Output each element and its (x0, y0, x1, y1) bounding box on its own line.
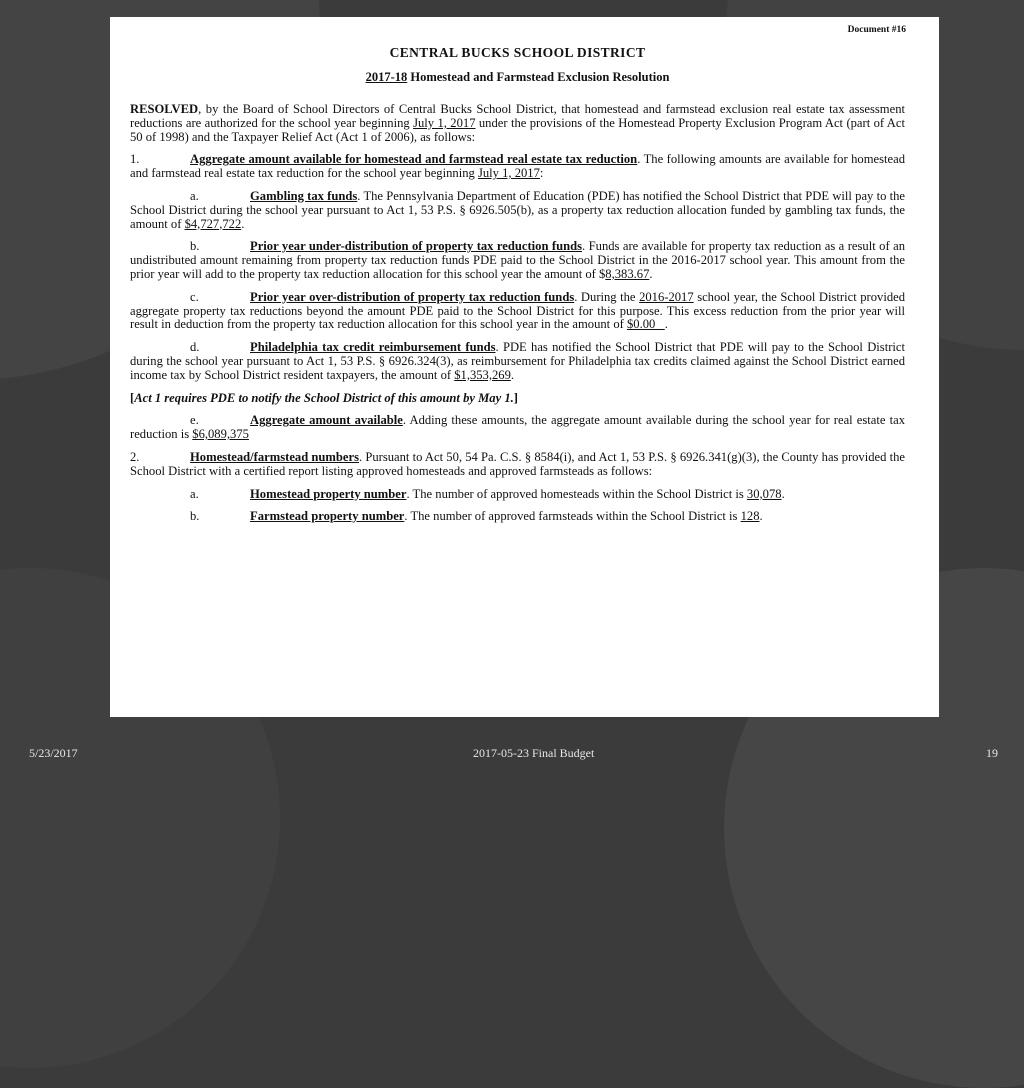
item-text-end: . (241, 216, 245, 231)
section-1e (130, 414, 905, 442)
over-distribution-amount: $0.00 (626, 317, 665, 332)
note-bracket-close: ] (513, 390, 518, 405)
section-date: July 1, 2017 (477, 166, 540, 181)
section-1 (130, 153, 905, 181)
item-text-end: . (649, 266, 653, 281)
section-1a (130, 190, 905, 231)
subtitle-year: 2017-18 (365, 70, 408, 84)
item-letter: e. (190, 413, 199, 428)
section-heading: Aggregate amount available for homestead and farmstead real estate tax reduction (190, 152, 638, 167)
section-1b (130, 240, 905, 281)
section-heading: Homestead/farmstead numbers (190, 449, 359, 464)
note-text: Act 1 requires PDE to notify the School District of this amount by May 1. (134, 390, 514, 405)
section-text-end: : (539, 166, 544, 181)
resolved-text-end: under the provisions of the Homestead Property Exclusion Program Act (part of Act 50 of 1998) and the Taxpayer Relief Act (Act 1 of 2006), as follows: (130, 115, 905, 144)
item-letter: a. (190, 188, 199, 203)
document-number: Document #16 (847, 25, 906, 35)
item-text: . PDE has notified the School District that PDE will pay to the School District during the school year pursuant to Act 1, 53 P.S. § 6926.324(3), as reimbursement for Philadelphia tax credits claimed against the School District earned income tax by School District resident taxpayers, the amount of (130, 340, 905, 382)
act-1-note (130, 392, 905, 406)
item-letter: d. (190, 340, 200, 355)
item-letter: b. (190, 239, 200, 254)
under-distribution-amount: 8,383.67 (605, 266, 650, 281)
document-title: CENTRAL BUCKS SCHOOL DISTRICT (389, 45, 646, 60)
item-text: . Adding these amounts, the aggregate amount available during the school year for real estate tax reduction is (130, 413, 906, 442)
aggregate-amount: $6,089,375 (192, 427, 249, 442)
section-1c (130, 291, 905, 332)
footer-title: 2017-05-23 Final Budget (473, 746, 595, 760)
subtitle-text: Homestead and Farmstead Exclusion Resolution (407, 70, 670, 84)
note-bracket-open: [ (130, 390, 135, 405)
item-heading: Philadelphia tax credit reimbursement funds (250, 340, 496, 355)
item-text-end: . (781, 486, 785, 501)
resolved-paragraph (130, 103, 905, 144)
item-text: . The number of approved farmsteads within the School District is (404, 509, 741, 524)
resolved-date: July 1, 2017 (413, 115, 476, 130)
item-letter: b. (190, 509, 200, 524)
item-text: . Funds are available for property tax reduction as a result of an undistributed amount remaining from property tax reduction funds PDE paid to the School District in the 2016-2017 school year. This amount from the prior year will add to the property tax reduction allocation for this school year the amount of $ (130, 239, 905, 281)
item-heading: Aggregate amount available (250, 413, 403, 428)
philadelphia-credit-amount: $1,353,269 (454, 367, 511, 382)
item-heading: Homestead property number (250, 486, 407, 501)
item-text: . During the (574, 289, 640, 304)
section-number: 1. (130, 152, 140, 167)
footer-page-number: 19 (986, 746, 998, 760)
item-text-end: . (759, 509, 763, 524)
item-letter: c. (190, 289, 199, 304)
item-heading: Farmstead property number (250, 509, 405, 524)
item-text-end: . (664, 317, 668, 332)
document-page (110, 17, 939, 717)
gambling-tax-amount: $4,727,722 (184, 216, 242, 231)
section-2a (130, 488, 905, 502)
section-1d (130, 341, 905, 382)
farmstead-count: 128 (740, 509, 760, 524)
item-text: . The number of approved homesteads within the School District is (406, 486, 747, 501)
item-year: 2016-2017 (639, 289, 694, 304)
item-text-mid: school year, the School District provided aggregate property tax reductions beyond the amount PDE paid to the School District for this purpose. This excess reduction from the prior year will result in deduction from the property tax reduction allocation for this school year in the amount of (130, 289, 906, 332)
footer-date: 5/23/2017 (29, 746, 78, 760)
document-subtitle (130, 70, 905, 85)
item-heading: Gambling tax funds (250, 188, 358, 203)
section-text: . Pursuant to Act 50, 54 Pa. C.S. § 8584(i), and Act 1, 53 P.S. § 6926.341(g)(3), the County has provided the School District with a certified report listing approved homesteads and approved farmsteads as follows: (130, 449, 905, 478)
section-text: . The following amounts are available for homestead and farmstead real estate tax reduction for the school year beginning (130, 152, 905, 181)
section-number: 2. (130, 449, 140, 464)
resolved-text: , by the Board of School Directors of Central Bucks School District, that homestead and farmstead exclusion real estate tax assessment reductions are authorized for the school year beginning (130, 102, 905, 130)
resolved-label: RESOLVED (130, 102, 199, 116)
homestead-count: 30,078 (746, 486, 782, 501)
section-2 (130, 451, 905, 479)
item-heading: Prior year under-distribution of property tax reduction funds (250, 239, 583, 254)
item-letter: a. (190, 486, 199, 501)
item-text: . The Pennsylvania Department of Education (PDE) has notified the School District that PDE will pay to the School District during the school year pursuant to Act 1, 53 P.S. § 6926.505(b), as a property tax reduction allocation funded by gambling tax funds, the amount of (130, 188, 906, 231)
item-text-end: . (510, 367, 515, 382)
item-heading: Prior year over-distribution of property tax reduction funds (250, 289, 575, 304)
section-2b (130, 510, 905, 524)
